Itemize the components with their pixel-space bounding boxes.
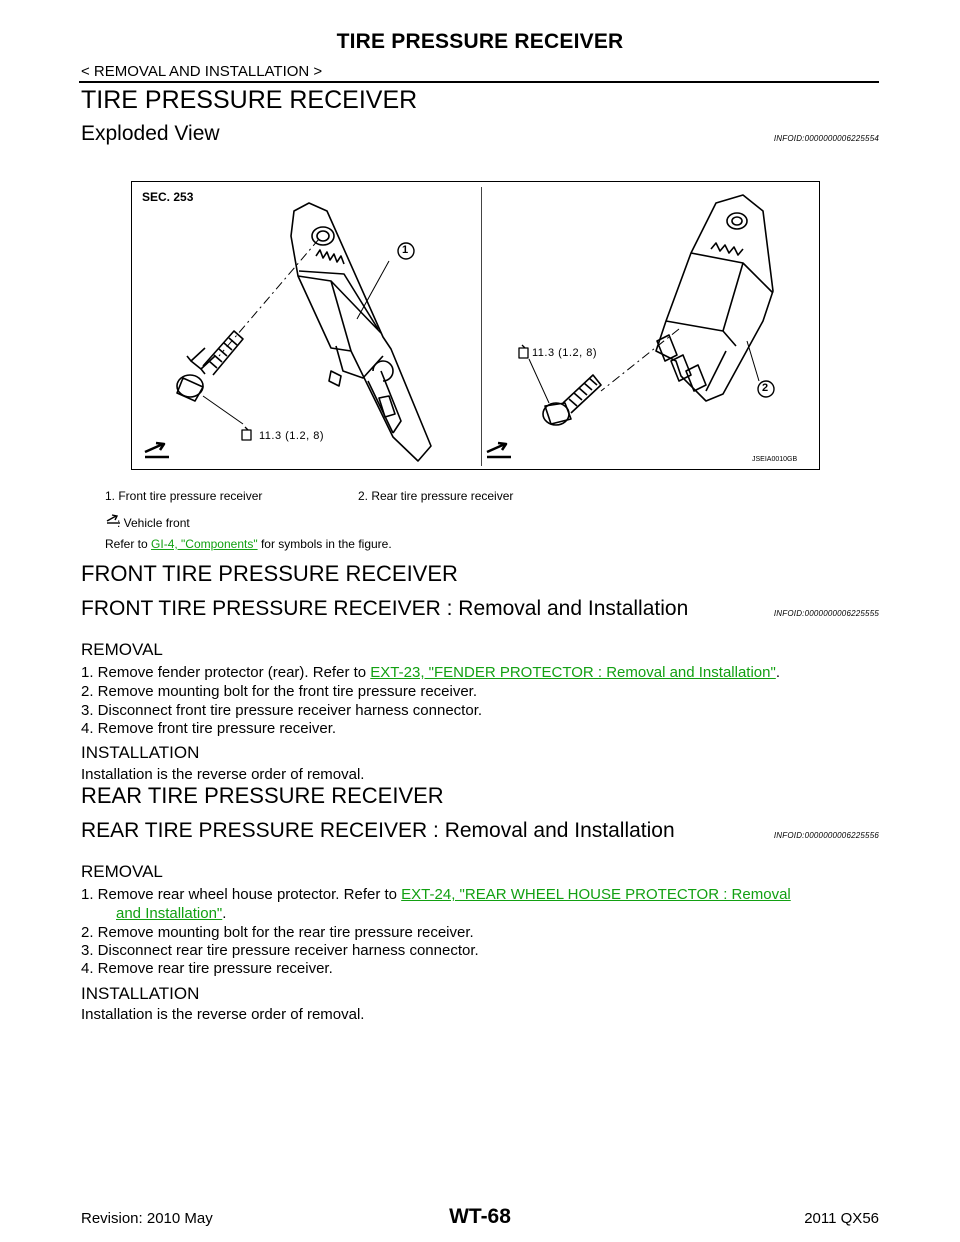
rear-section-heading: REAR TIRE PRESSURE RECEIVER <box>81 783 444 808</box>
rear-bolt-drawing <box>543 375 601 425</box>
rear-step-2: 2. Remove mounting bolt for the rear tire pressure receiver. <box>81 924 474 941</box>
callout-1-label: 1 <box>402 244 409 256</box>
front-section-heading: FRONT TIRE PRESSURE RECEIVER <box>81 561 458 586</box>
page-title: TIRE PRESSURE RECEIVER <box>336 30 624 53</box>
figure-code: JSEIA0010GB <box>752 456 798 463</box>
infoid-label: INFOID:0000000006225554 <box>773 134 879 143</box>
rear-installation-heading: INSTALLATION <box>81 984 200 1003</box>
page-number: WT-68 <box>449 1205 511 1228</box>
front-step-1-suffix: . <box>775 664 780 681</box>
header-rule <box>79 81 879 83</box>
vehicle-front-arrow-icon <box>487 443 511 457</box>
front-installation-text: Installation is the reverse order of removal. <box>81 766 365 783</box>
torque-spec-front: 11.3 (1.2, 8) <box>259 430 324 442</box>
legend-item-1: 1. Front tire pressure receiver <box>105 489 263 503</box>
front-installation-heading: INSTALLATION <box>81 743 200 762</box>
front-step-3: 3. Disconnect front tire pressure receiver harness connector. <box>81 702 483 719</box>
rear-installation-text: Installation is the reverse order of removal. <box>81 1006 365 1023</box>
rear-step-1-text: 1. Remove rear wheel house protector. Refer to <box>81 886 402 903</box>
rear-step-3: 3. Disconnect rear tire pressure receiver harness connector. <box>81 942 479 959</box>
front-tire-pressure-receiver-drawing <box>291 203 431 461</box>
front-removal-heading: REMOVAL <box>81 640 163 659</box>
front-bolt-drawing <box>177 331 243 401</box>
callout-2-label: 2 <box>762 382 769 394</box>
front-step-1 <box>81 663 780 682</box>
rear-step-1 <box>81 885 791 904</box>
refer-note <box>105 537 392 551</box>
receiver-illustration <box>131 181 820 470</box>
rear-step-1-suffix: . <box>222 905 227 922</box>
section-heading: TIRE PRESSURE RECEIVER <box>81 86 418 114</box>
components-link[interactable]: GI-4, "Components" <box>151 537 258 551</box>
vehicle-front-label: : Vehicle front <box>117 516 190 530</box>
legend-item-2: 2. Rear tire pressure receiver <box>358 489 514 503</box>
front-step-4: 4. Remove front tire pressure receiver. <box>81 720 337 737</box>
vehicle-front-arrow-icon <box>145 443 169 457</box>
torque-symbol-icon <box>242 427 251 440</box>
rear-removal-heading: REMOVAL <box>81 862 163 881</box>
breadcrumb: < REMOVAL AND INSTALLATION > <box>81 63 323 80</box>
infoid-label: INFOID:0000000006225556 <box>773 831 879 840</box>
rear-subheading: REAR TIRE PRESSURE RECEIVER : Removal and Installation <box>81 819 675 842</box>
torque-symbol-icon <box>519 345 528 358</box>
rear-wheel-house-protector-link[interactable]: EXT-24, "REAR WHEEL HOUSE PROTECTOR : Removal <box>401 886 791 903</box>
infoid-label: INFOID:0000000006225555 <box>773 609 879 618</box>
footer-model: 2011 QX56 <box>804 1210 879 1227</box>
torque-spec-rear: 11.3 (1.2, 8) <box>532 347 597 359</box>
footer-revision: Revision: 2010 May <box>81 1210 213 1227</box>
fender-protector-link[interactable]: EXT-23, "FENDER PROTECTOR : Removal and Installation" <box>370 664 776 681</box>
refer-note-suffix: for symbols in the figure. <box>257 537 392 551</box>
front-step-1-text: 1. Remove fender protector (rear). Refer to <box>81 664 371 681</box>
front-step-2: 2. Remove mounting bolt for the front tire pressure receiver. <box>81 683 478 700</box>
rear-step-4: 4. Remove rear tire pressure receiver. <box>81 960 333 977</box>
section-number: SEC. 253 <box>142 190 194 204</box>
rear-step-1-continued <box>116 904 226 923</box>
torque-leader-left <box>203 396 243 424</box>
refer-note-prefix: Refer to <box>105 537 152 551</box>
front-subheading: FRONT TIRE PRESSURE RECEIVER : Removal and Installation <box>81 597 689 620</box>
torque-leader-right <box>529 359 549 403</box>
callout-leader-2 <box>747 341 759 381</box>
exploded-view-heading: Exploded View <box>81 122 220 145</box>
rear-wheel-house-protector-link-cont[interactable]: and Installation" <box>116 905 223 922</box>
front-bolt-axis <box>219 239 319 356</box>
